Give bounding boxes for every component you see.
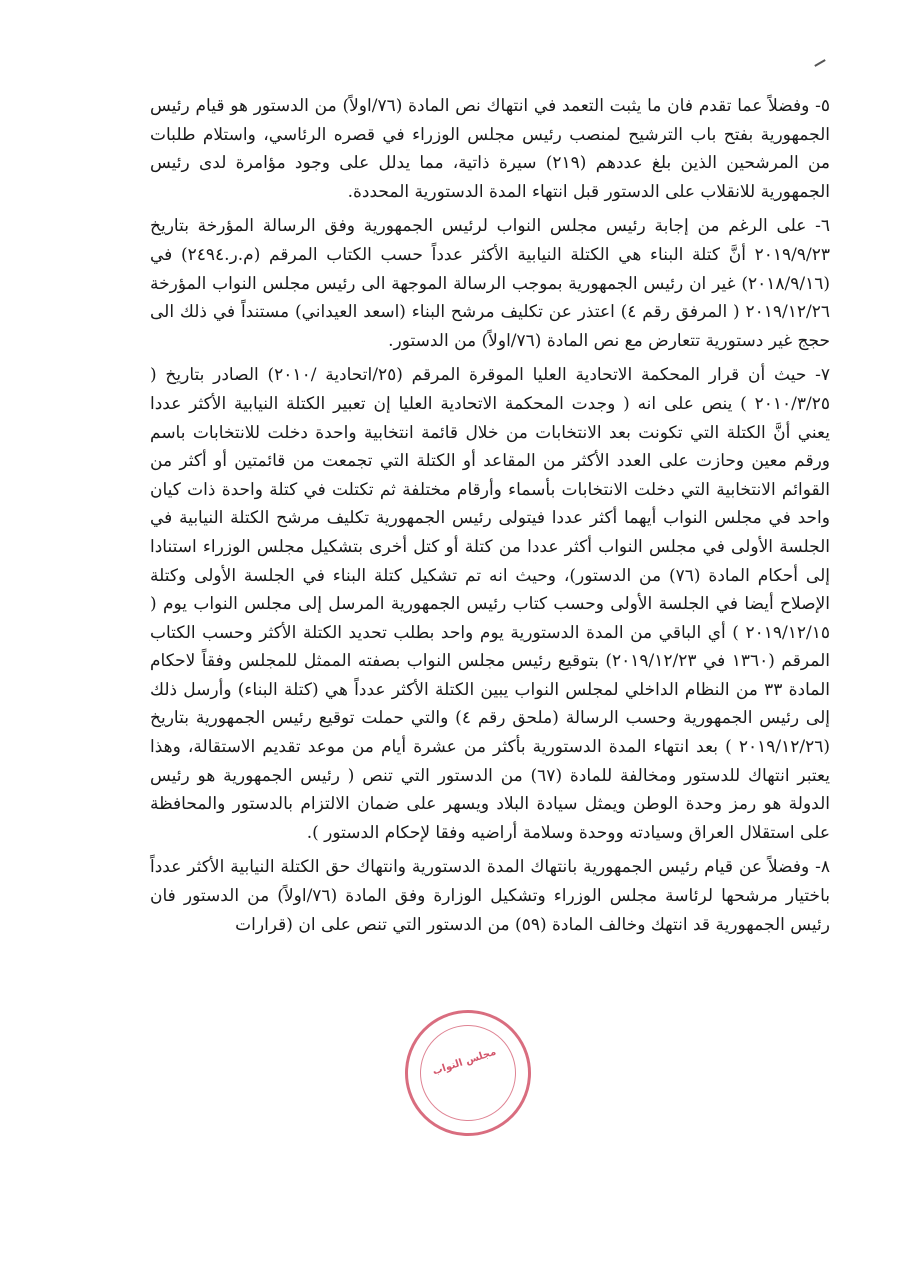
official-stamp (389, 994, 548, 1153)
paragraph-8: ٨- وفضلاً عن قيام رئيس الجمهورية بانتهاك المدة الدستورية وانتهاك حق الكتلة النيابية الأكثر عدداً باختيار مرشحها لرئاسة مجلس الوزراء وتشكيل الوزارة وفق المادة (٧٦/اولاً) من الدستور فان رئيس الجمهورية قد انتهك وخالف المادة (٥٩) من الدستور التي تنص على ان (قرارات (150, 857, 830, 935)
document-body (150, 92, 830, 939)
paragraph-7: ٧- حيث أن قرار المحكمة الاتحادية العليا الموقرة المرقم (٢٥/اتحادية /٢٠١٠) الصادر بتاريخ ( ٢٠١٠/٣/٢٥ ) ينص على انه ( وجدت المحكمة الاتحادية العليا إن تعبير الكتلة النيابية الأكثر عددا يعني أنَّ الكتلة التي تكونت بعد الانتخابات من خلال قائمة انتخابية واحدة دخلت للانتخابات باسم ورقم معين وحازت على العدد الأكثر من المقاعد أو الكتلة التي تجمعت من قائمتين أو أكثر من القوائم الانتخابية التي دخلت الانتخابات بأسماء وأرقام مختلفة ثم تكتلت في كتلة واحدة ذات كيان واحد في مجلس النواب أيهما أكثر عددا فيتولى رئيس الجمهورية تكليف مرشح الكتلة النيابية في الجلسة الأولى في مجلس النواب أكثر عددا من كتلة أو كتل أخرى بتشكيل مجلس الوزراء استنادا إلى أحكام المادة (٧٦) من الدستور)، وحيث انه تم تشكيل كتلة البناء في الجلسة الأولى وكتلة الإصلاح أيضا في الجلسة الأولى وحسب كتاب رئيس الجمهورية المرسل إلى مجلس النواب يوم ( ٢٠١٩/١٢/١٥ ) أي الباقي من المدة الدستورية يوم واحد بطلب تحديد الكتلة الأكثر وحسب الكتاب المرقم (١٣٦٠ في ٢٠١٩/١٢/٢٣) بتوقيع رئيس مجلس النواب بصفته الممثل للمجلس وفقاً لاحكام المادة ٣٣ من النظام الداخلي لمجلس النواب يبين الكتلة الأكثر عدداً هي (كتلة البناء) وأرسل ذلك إلى رئيس الجمهورية وحسب الرسالة (ملحق رقم ٤) والتي حملت توقيع رئيس الجمهورية بتاريخ (٢٠١٩/١٢/٢٦ ) بعد انتهاء المدة الدستورية بأكثر من عشرة أيام من موعد تقديم الاستقالة، وهذا يعتبر انتهاك للدستور ومخالفة للمادة (٦٧) من الدستور التي تنص ( رئيس الجمهورية هو رئيس الدولة هو رمز وحدة الوطن ويمثل سيادة البلاد ويسهر على ضمان الالتزام بالدستور والمحافظة على استقلال العراق وسيادته ووحدة وسلامة أراضيه وفقا لإحكام الدستور ). (150, 365, 831, 843)
paragraph-6: ٦- على الرغم من إجابة رئيس مجلس النواب لرئيس الجمهورية وفق الرسالة المؤرخة بتاريخ ٢٠١٩/٩/٢٣ أنَّ كتلة البناء هي الكتلة النيابية الأكثر عدداً حسب الكتاب المرقم (م.ر.٢٤٩٤) في (٢٠١٨/٩/١٦) غير ان رئيس الجمهورية بموجب الرسالة الموجهة الى رئيس مجلس النواب المؤرخة ٢٠١٩/١٢/٢٦ ( المرفق رقم ٤) اعتذر عن تكليف مرشح البناء (اسعد العيداني) مستنداً في ذلك الى حجج غير دستورية تتعارض مع نص المادة (٧٦/اولاً) من الدستور. (150, 216, 830, 351)
stamp-text: مجلس النواب (431, 1046, 498, 1078)
paragraph-5: ٥- وفضلاً عما تقدم فان ما يثبت التعمد في انتهاك نص المادة (٧٦/اولاً) من الدستور هو قيام رئيس الجمهورية بفتح باب الترشيح لمنصب رئيس مجلس الوزراء في قصره الرئاسي، واستلام طلبات من المرشحين الذين بلغ عددهم (٢١٩) سيرة ذاتية، مما يدلل على وجود مؤامرة لدى رئيس الجمهورية للانقلاب على الدستور قبل انتهاء المدة الدستورية المحددة. (150, 96, 830, 202)
stray-mark (814, 59, 825, 67)
stamp-inner-ring (408, 1013, 529, 1134)
